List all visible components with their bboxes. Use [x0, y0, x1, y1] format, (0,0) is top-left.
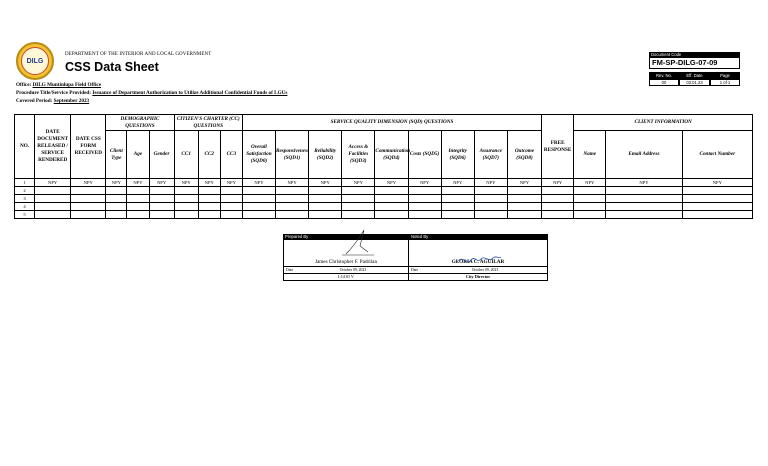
table-row — [15, 187, 753, 195]
table-cell: NPY — [220, 179, 242, 187]
table-cell — [309, 203, 342, 211]
table-cell — [542, 195, 574, 203]
col-sqd3: Access & Facilities (SQD3) — [342, 131, 375, 179]
table-cell — [276, 211, 309, 219]
table-cell — [474, 195, 507, 203]
table-cell — [342, 203, 375, 211]
table-cell — [106, 211, 127, 219]
noted-date-label: Date — [411, 268, 419, 272]
table-cell: NPY — [149, 179, 174, 187]
table-cell — [71, 211, 106, 219]
table-cell — [35, 195, 71, 203]
table-cell — [198, 187, 220, 195]
table-cell — [606, 187, 682, 195]
table-cell — [276, 195, 309, 203]
table-cell: NPY — [35, 179, 71, 187]
table-cell — [242, 211, 275, 219]
page-title: CSS Data Sheet — [65, 60, 159, 74]
table-cell — [106, 195, 127, 203]
noted-by-name — [409, 240, 548, 266]
table-cell — [507, 195, 541, 203]
col-date-released: DATE DOCUMENT RELEASED / SERVICE RENDERED — [35, 115, 71, 179]
table-cell: NPY — [574, 179, 606, 187]
css-data-table — [14, 114, 753, 219]
col-sqd8: Outcome (SQD8) — [507, 131, 541, 179]
table-cell — [507, 203, 541, 211]
table-cell: NPY — [242, 179, 275, 187]
table-cell — [507, 211, 541, 219]
table-cell: NPY — [309, 179, 342, 187]
table-cell — [574, 187, 606, 195]
table-cell — [606, 211, 682, 219]
row-number: 5 — [15, 211, 35, 219]
prepared-date-value: October 09, 2023 — [339, 268, 367, 272]
table-cell — [375, 195, 408, 203]
group-sqd: SERVICE QUALITY DIMENSION (SQD) QUESTIONS — [242, 115, 541, 131]
table-cell — [106, 187, 127, 195]
table-cell: NPY — [474, 179, 507, 187]
group-client-info: CLIENT INFORMATION — [574, 115, 753, 131]
col-sqd6: Integrity (SQD6) — [441, 131, 474, 179]
table-cell: NPY — [106, 179, 127, 187]
table-cell: NPY — [71, 179, 106, 187]
col-sqd0: Overall Satisfaction (SQD0) — [242, 131, 275, 179]
table-cell: NPY — [682, 179, 752, 187]
office-value: DILG Muntinlupa Field Office — [32, 82, 102, 88]
table-cell: NPY — [342, 179, 375, 187]
group-demographic: DEMOGRAPHIC QUESTIONS — [106, 115, 174, 131]
table-cell — [507, 187, 541, 195]
table-cell — [574, 195, 606, 203]
table-cell — [242, 195, 275, 203]
table-cell — [149, 195, 174, 203]
table-cell — [242, 203, 275, 211]
table-cell — [149, 211, 174, 219]
prepared-signature-icon — [338, 228, 378, 258]
table-cell — [127, 195, 149, 203]
table-cell — [71, 187, 106, 195]
procedure-label: Procedure Title/Service Provided: — [16, 90, 92, 96]
noted-position: City Director — [409, 273, 548, 281]
office-line — [16, 82, 101, 88]
table-cell — [127, 203, 149, 211]
table-cell — [574, 203, 606, 211]
table-cell — [441, 203, 474, 211]
noted-by-label: Noted By — [409, 234, 548, 240]
table-cell — [606, 195, 682, 203]
department-name: DEPARTMENT OF THE INTERIOR AND LOCAL GOVERNMENT — [65, 52, 212, 57]
col-free-response: FREE RESPONSE — [542, 115, 574, 179]
table-cell — [149, 187, 174, 195]
prepared-date-label: Date — [286, 268, 294, 272]
table-cell — [276, 203, 309, 211]
col-cc2: CC2 — [198, 131, 220, 179]
col-contact: Contact Number — [682, 131, 752, 179]
table-cell — [174, 195, 198, 203]
table-cell — [682, 187, 752, 195]
col-no: NO. — [15, 115, 35, 179]
dilg-logo-text: DILG — [21, 47, 49, 75]
table-row — [15, 195, 753, 203]
col-date-css: DATE CSS FORM RECEIVED — [71, 115, 106, 179]
office-label: Office: — [16, 82, 32, 88]
table-cell — [35, 211, 71, 219]
table-cell: NPY — [542, 179, 574, 187]
col-cc1: CC1 — [174, 131, 198, 179]
prepared-by-label: Prepared By — [283, 234, 409, 240]
table-cell: NPY — [441, 179, 474, 187]
col-sqd2: Reliability (SQD2) — [309, 131, 342, 179]
table-cell: NPY — [127, 179, 149, 187]
prepared-by-name — [283, 240, 409, 266]
period-value: September 2023 — [53, 98, 90, 104]
noted-name-text: GLORIA C. AGUILAR — [451, 259, 505, 265]
table-cell — [606, 203, 682, 211]
table-cell — [220, 195, 242, 203]
table-cell — [342, 187, 375, 195]
row-number: 2 — [15, 187, 35, 195]
noted-date-value: October 09, 2023 — [471, 268, 499, 272]
table-cell — [220, 211, 242, 219]
col-cc3: CC3 — [220, 131, 242, 179]
table-cell — [220, 203, 242, 211]
table-cell — [542, 187, 574, 195]
col-client-type: Client Type — [106, 131, 127, 179]
table-cell — [35, 187, 71, 195]
table-cell — [71, 195, 106, 203]
page-value: 1 of 1 — [710, 79, 740, 86]
eff-date-value: 03.01.23 — [679, 79, 710, 86]
col-sqd4: Communication (SQD4) — [375, 131, 408, 179]
procedure-value: Issuance of Department Authorization to Utilize Additional Confidential Funds of LGUs — [92, 90, 288, 96]
table-cell — [682, 195, 752, 203]
noted-signature-icon — [453, 252, 503, 268]
table-cell — [149, 203, 174, 211]
table-cell — [35, 203, 71, 211]
table-cell — [474, 211, 507, 219]
row-number: 1 — [15, 179, 35, 187]
table-cell: NPY — [174, 179, 198, 187]
rev-no-label: Rev. No. — [649, 72, 679, 79]
period-label: Covered Period: — [16, 98, 53, 104]
table-cell — [474, 203, 507, 211]
table-cell — [542, 211, 574, 219]
group-citizens-charter: CITIZEN'S CHARTER (CC) QUESTIONS — [174, 115, 242, 131]
row-number: 4 — [15, 203, 35, 211]
table-cell — [220, 187, 242, 195]
col-sqd1: Responsiveness (SQD1) — [276, 131, 309, 179]
document-code-box — [649, 52, 740, 86]
table-cell — [474, 187, 507, 195]
table-cell — [174, 203, 198, 211]
table-cell — [242, 187, 275, 195]
col-name: Name — [574, 131, 606, 179]
table-cell — [375, 211, 408, 219]
prepared-date-row — [283, 266, 409, 273]
col-sqd7: Assurance (SQD7) — [474, 131, 507, 179]
table-cell — [574, 211, 606, 219]
table-cell — [342, 211, 375, 219]
row-number: 3 — [15, 195, 35, 203]
table-cell — [309, 211, 342, 219]
table-row — [15, 211, 753, 219]
period-line — [16, 98, 89, 104]
table-cell — [106, 203, 127, 211]
document-code-label: Document Code — [649, 52, 740, 58]
col-age: Age — [127, 131, 149, 179]
table-cell — [682, 203, 752, 211]
table-cell — [441, 187, 474, 195]
table-cell: NPY — [276, 179, 309, 187]
table-cell — [276, 187, 309, 195]
table-row — [15, 203, 753, 211]
table-cell — [408, 203, 441, 211]
table-cell — [198, 203, 220, 211]
table-cell — [309, 187, 342, 195]
table-cell — [408, 195, 441, 203]
table-cell — [408, 187, 441, 195]
document-code-value: FM-SP-DILG-07-09 — [649, 58, 740, 69]
table-row — [15, 179, 753, 187]
eff-date-label: Eff. Date — [679, 72, 710, 79]
table-cell — [127, 187, 149, 195]
col-email: Email Address — [606, 131, 682, 179]
table-cell — [198, 211, 220, 219]
table-cell: NPY — [375, 179, 408, 187]
table-cell: NPY — [606, 179, 682, 187]
page-label: Page — [710, 72, 740, 79]
table-cell — [198, 195, 220, 203]
table-cell: NPY — [198, 179, 220, 187]
col-gender: Gender — [149, 131, 174, 179]
table-cell — [682, 211, 752, 219]
table-cell — [174, 211, 198, 219]
table-cell — [342, 195, 375, 203]
rev-no-value: 00 — [649, 79, 679, 86]
table-cell — [174, 187, 198, 195]
dilg-logo — [16, 42, 54, 80]
table-cell — [127, 211, 149, 219]
table-cell — [542, 203, 574, 211]
table-cell — [408, 211, 441, 219]
table-cell — [375, 187, 408, 195]
prepared-position: LGOO V — [283, 273, 409, 281]
signature-block — [283, 234, 548, 281]
table-cell: NPY — [507, 179, 541, 187]
col-sqd5: Costs (SQD5) — [408, 131, 441, 179]
procedure-line — [16, 90, 287, 96]
table-cell: NPY — [408, 179, 441, 187]
table-cell — [441, 195, 474, 203]
table-cell — [309, 195, 342, 203]
prepared-name-text: James Christopher F. Padrilan — [314, 259, 378, 265]
table-cell — [441, 211, 474, 219]
table-cell — [71, 203, 106, 211]
table-cell — [375, 203, 408, 211]
